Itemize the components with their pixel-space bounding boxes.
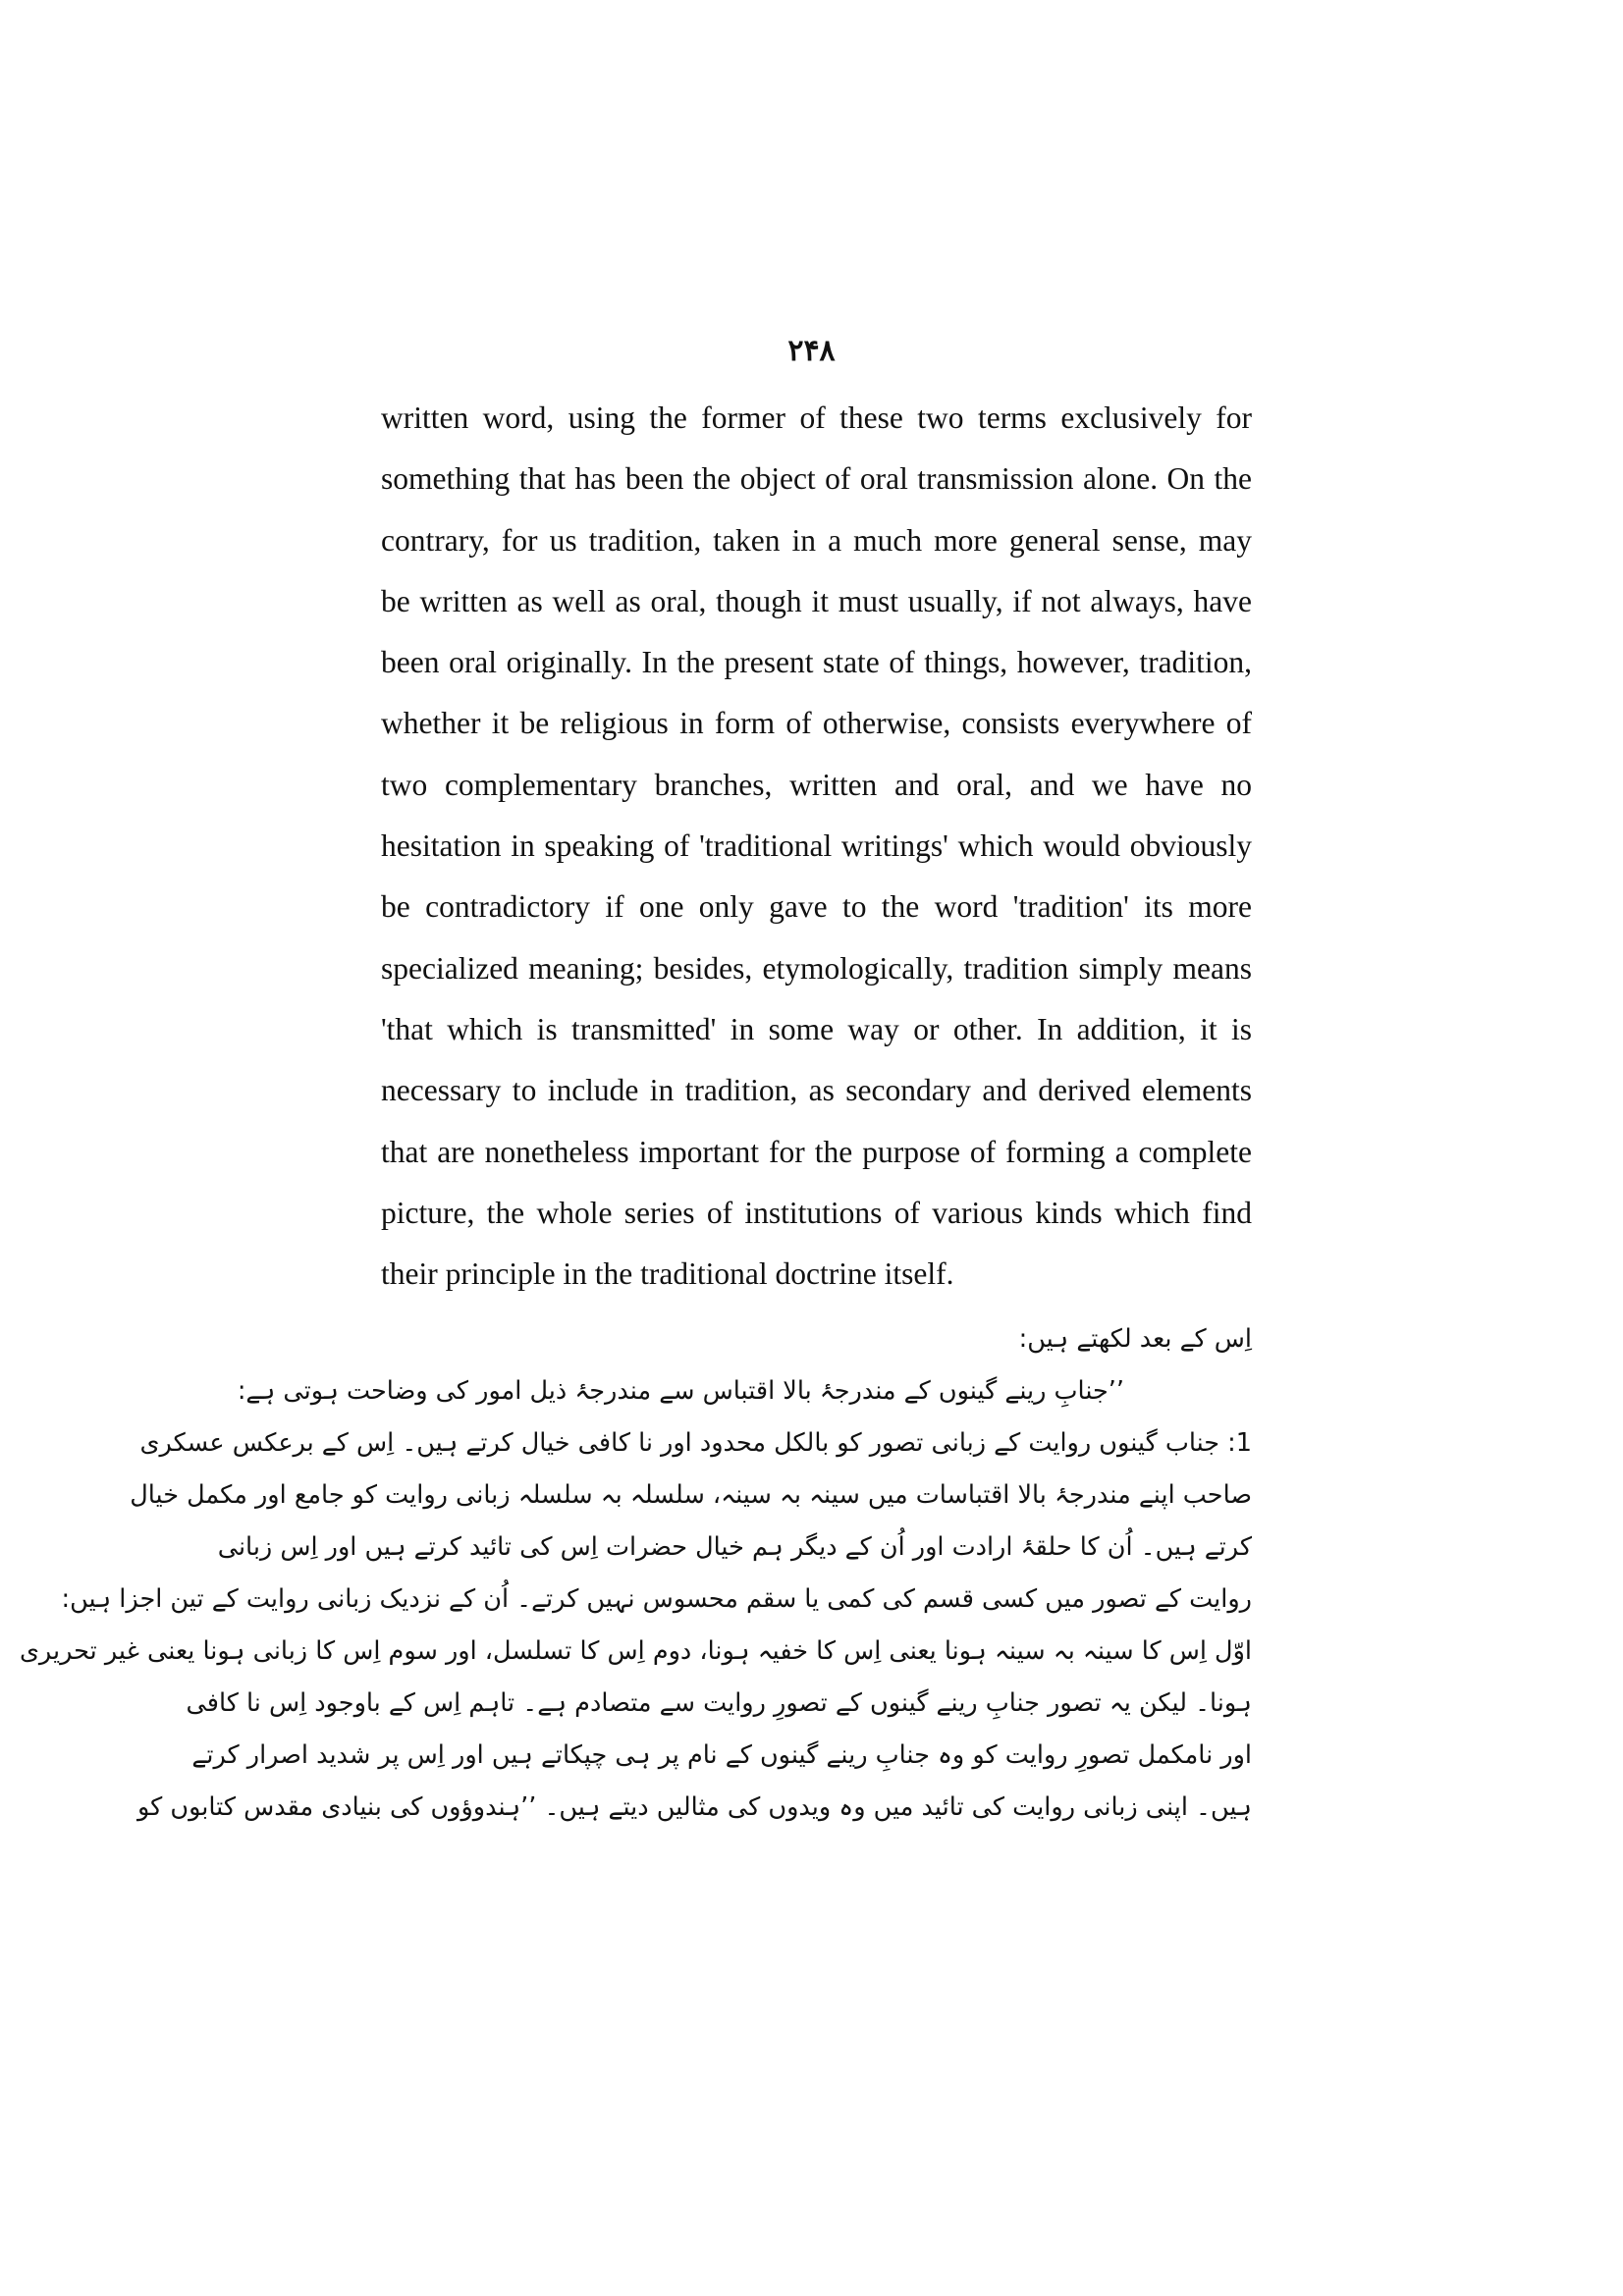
- urdu-line: روایت کے تصور میں کسی قسم کی کمی یا سقم محسوس نہیں کرتے۔ اُن کے نزدیک زبانی روایت کے تین اجزا ہیں:: [61, 1584, 1252, 1614]
- urdu-line: اوّل اِس کا سینہ بہ سینہ ہونا یعنی اِس کا خفیہ ہونا، دوم اِس کا تسلسل، اور سوم اِس کا زبانی ہونا یعنی غیر تحریری: [19, 1636, 1252, 1666]
- page-number: ۲۴۸: [787, 335, 836, 367]
- urdu-line: کرتے ہیں۔ اُن کا حلقۂ ارادت اور اُن کے دیگر ہم خیال حضرات اِس کی تائید کرتے ہیں اور اِس زبانی: [217, 1532, 1252, 1562]
- urdu-line: ہونا۔ لیکن یہ تصور جنابِ رینے گینوں کے تصورِ روایت سے متصادم ہے۔ تاہم اِس کے باوجود اِس نا کافی: [186, 1688, 1252, 1718]
- text-line: hesitation in speaking of 'traditional writings' which would obviously: [381, 828, 1252, 864]
- urdu-line: اور نامکمل تصورِ روایت کو وہ جنابِ رینے گینوں کے نام پر ہی چپکاتے ہیں اور اِس پر شدید اصرار کرتے: [191, 1740, 1252, 1770]
- urdu-line: ’’جنابِ رینے گینوں کے مندرجۂ بالا اقتباس سے مندرجۂ ذیل امور کی وضاحت ہوتی ہے:: [237, 1376, 1124, 1406]
- text-line: contrary, for us tradition, taken in a much more general sense, may: [381, 522, 1252, 558]
- urdu-line: صاحب اپنے مندرجۂ بالا اقتباسات میں سینہ بہ سینہ، سلسلہ بہ سلسلہ زبانی روایت کو جامع اور مکمل خیال: [130, 1480, 1252, 1510]
- urdu-line: ہیں۔ اپنی زبانی روایت کی تائید میں وہ ویدوں کی مثالیں دیتے ہیں۔ ’’ہندوؤوں کی بنیادی مقدس کتابوں کو: [136, 1792, 1252, 1822]
- text-line: be contradictory if one only gave to the word 'tradition' its more: [381, 889, 1252, 925]
- text-line: two complementary branches, written and oral, and we have no: [381, 767, 1252, 802]
- text-line: 'that which is transmitted' in some way or other. In addition, it is: [381, 1011, 1252, 1046]
- text-line: been oral originally. In the present state of things, however, tradition,: [381, 645, 1252, 680]
- urdu-line: 1: جناب گینوں روایت کے زبانی تصور کو بالکل محدود اور نا کافی خیال کرتے ہیں۔ اِس کے برعکس عسکری: [139, 1428, 1252, 1458]
- text-line: that are nonetheless important for the purpose of forming a complete: [381, 1134, 1252, 1169]
- text-line: written word, using the former of these two terms exclusively for: [381, 400, 1252, 435]
- urdu-commentary: [19, 1313, 1252, 1834]
- text-line: picture, the whole series of institutions of various kinds which find: [381, 1195, 1252, 1230]
- text-line: something that has been the object of oral transmission alone. On the: [381, 461, 1252, 497]
- text-line: specialized meaning; besides, etymologically, tradition simply means: [381, 950, 1252, 986]
- text-line: be written as well as oral, though it must usually, if not always, have: [381, 583, 1252, 618]
- text-line: their principle in the traditional doctrine itself.: [381, 1256, 954, 1292]
- text-line: whether it be religious in form of otherwise, consists everywhere of: [381, 706, 1252, 741]
- english-quotation: [381, 388, 1252, 1305]
- urdu-line: اِس کے بعد لکھتے ہیں:: [1018, 1324, 1252, 1354]
- text-line: necessary to include in tradition, as secondary and derived elements: [381, 1073, 1252, 1108]
